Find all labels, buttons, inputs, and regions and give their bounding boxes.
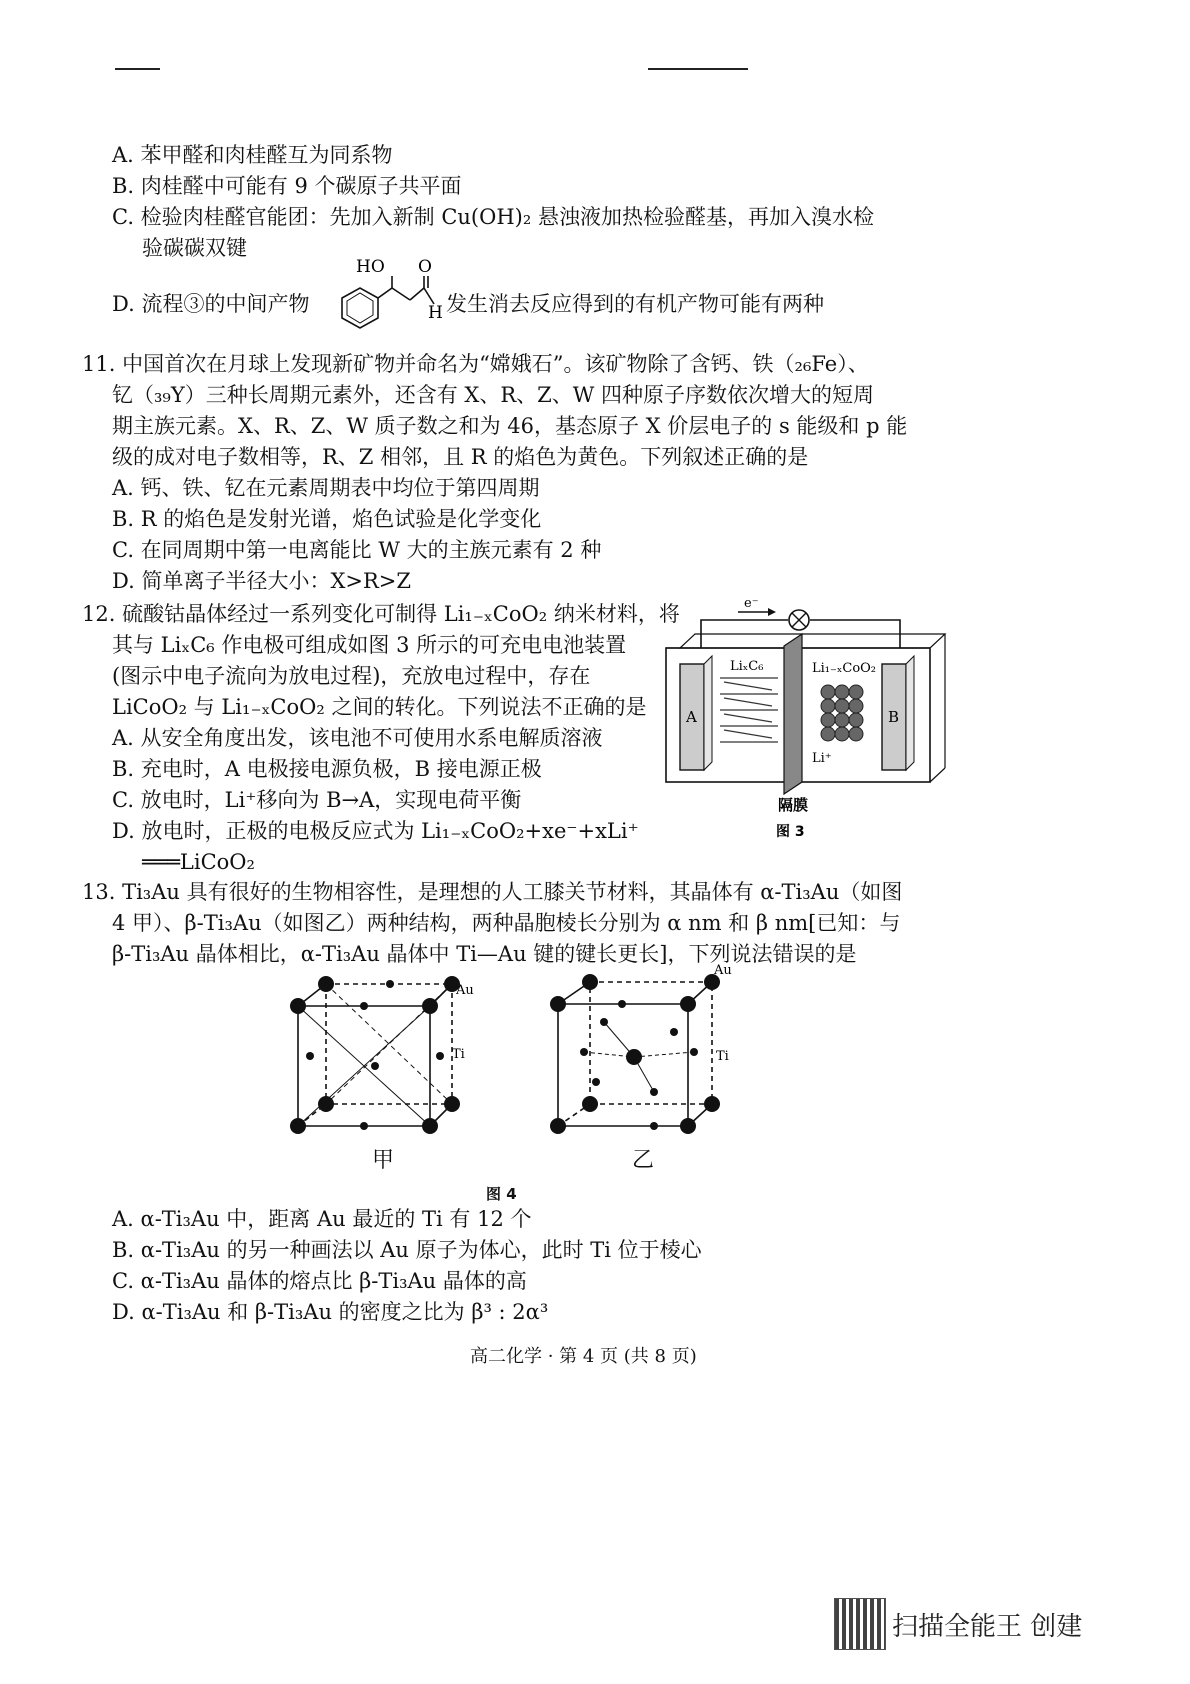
- q12-stem-line1: 12. 硫酸钴晶体经过一系列变化可制得 Li₁₋ₓCoO₂ 纳米材料，将: [82, 602, 680, 626]
- figure4-caption: 图 4: [486, 1185, 517, 1203]
- top-rule-right: [648, 68, 748, 70]
- graphite-layers: [720, 678, 778, 742]
- cell-container-back: [680, 634, 945, 648]
- membrane-label: 隔膜: [778, 796, 809, 814]
- intermediate-structure-diagram: [318, 258, 448, 344]
- electron-label: e⁻: [744, 596, 759, 611]
- q13-option-b: B. α-Ti₃Au 的另一种画法以 Au 原子为体心，此时 Ti 位于棱心: [112, 1238, 702, 1262]
- q11-option-b: B. R 的焰色是发射光谱，焰色试验是化学变化: [112, 507, 542, 531]
- q10-option-c-line1: C. 检验肉桂醛官能团：先加入新制 Cu(OH)₂ 悬浊液加热检验醛基，再加入溴水检: [112, 205, 874, 229]
- q10-option-b: B. 肉桂醛中可能有 9 个碳原子共平面: [112, 174, 462, 198]
- q11-option-d: D. 简单离子半径大小：X>R>Z: [112, 569, 411, 593]
- figure3-battery-diagram: [660, 596, 960, 844]
- qr-code-icon: [834, 1598, 886, 1650]
- bond-ring-c1: [378, 288, 392, 298]
- q13-option-c: C. α-Ti₃Au 晶体的熔点比 β-Ti₃Au 晶体的高: [112, 1269, 527, 1293]
- q12-stem-line4: LiCoO₂ 与 Li₁₋ₓCoO₂ 之间的转化。下列说法不正确的是: [112, 695, 647, 719]
- q10-option-a: A. 苯甲醛和肉桂醛互为同系物: [112, 143, 393, 167]
- bond-c2-c3: [410, 288, 424, 300]
- left-material-label: LiₓC₆: [730, 659, 764, 674]
- q12-stem-line3: (图示中电子流向为放电过程)，充放电过程中，存在: [112, 664, 591, 688]
- au-label-alpha: Au: [456, 983, 474, 998]
- q12-stem-line2: 其与 LiₓC₆ 作电极可组成如图 3 所示的可充电电池装置: [112, 633, 627, 657]
- au-label-beta: Au: [714, 963, 732, 978]
- figure3-caption: 图 3: [776, 824, 805, 840]
- struct-o-label: O: [418, 258, 432, 277]
- figure4-beta-name: 乙: [632, 1148, 655, 1173]
- q11-stem-line1: 11. 中国首次在月球上发现新矿物并命名为“嫦娥石”。该矿物除了含钙、铁（₂₆Fe）、: [82, 352, 869, 376]
- benzene-ring-inner: [347, 293, 373, 323]
- q11-option-a: A. 钙、铁、钇在元素周期表中均位于第四周期: [112, 476, 540, 500]
- scanner-watermark: 扫描全能王 创建: [892, 1612, 1083, 1642]
- q12-option-d-line2: ═══LiCoO₂: [142, 850, 255, 874]
- figure4-beta-crystal-cell: [544, 962, 744, 1148]
- bond-c3-h: [424, 288, 434, 304]
- q11-stem-line2: 钇（₃₉Y）三种长周期元素外，还含有 X、R、Z、W 四种原子序数依次增大的短周: [112, 383, 874, 407]
- q13-stem-line2: 4 甲）、β-Ti₃Au（如图乙）两种结构，两种晶胞棱长分别为 α nm 和 β nm[已知：与: [112, 911, 901, 935]
- q13-stem-line1: 13. Ti₃Au 具有很好的生物相容性，是理想的人工膝关节材料，其晶体有 α-Ti₃Au（如图: [82, 880, 903, 904]
- q12-option-d-line1: D. 放电时，正极的电极反应式为 Li₁₋ₓCoO₂+xe⁻+xLi⁺: [112, 819, 639, 843]
- struct-h-label: H: [428, 303, 443, 323]
- figure4-alpha-name: 甲: [372, 1148, 395, 1173]
- cobalt-oxide-spheres: [821, 685, 863, 741]
- bond-c1-c2: [392, 288, 410, 300]
- right-material-label: Li₁₋ₓCoO₂: [812, 661, 877, 676]
- q10-option-d-prefix: D. 流程③的中间产物: [112, 292, 310, 316]
- q11-stem-line4: 级的成对电子数相等，R、Z 相邻，且 R 的焰色为黄色。下列叙述正确的是: [112, 445, 809, 469]
- ti-label-beta: Ti: [716, 1049, 729, 1064]
- ti-label-alpha: Ti: [452, 1047, 465, 1062]
- separator-membrane: [784, 634, 802, 794]
- q13-option-d: D. α-Ti₃Au 和 β-Ti₃Au 的密度之比为 β³ : 2α³: [112, 1300, 549, 1324]
- q12-option-c: C. 放电时，Li⁺移向为 B→A，实现电荷平衡: [112, 788, 522, 812]
- electrode-a-label: A: [686, 708, 697, 726]
- q13-stem-line3: β-Ti₃Au 晶体相比，α-Ti₃Au 晶体中 Ti—Au 键的键长更长]，下列说法错误的是: [112, 942, 857, 966]
- top-rule-left: [115, 68, 160, 70]
- q11-option-c: C. 在同周期中第一电离能比 W 大的主族元素有 2 种: [112, 538, 602, 562]
- electrode-b-label: B: [888, 708, 900, 726]
- q12-option-b: B. 充电时，A 电极接电源负极，B 接电源正极: [112, 757, 542, 781]
- figure4-alpha-crystal-cell: [280, 970, 480, 1150]
- q10-option-c-line2: 验碳碳双键: [142, 236, 247, 260]
- page-footer: 高二化学 · 第 4 页 (共 8 页): [470, 1346, 697, 1367]
- q13-option-a: A. α-Ti₃Au 中，距离 Au 最近的 Ti 有 12 个: [112, 1207, 532, 1231]
- q12-option-a: A. 从安全角度出发，该电池不可使用水系电解质溶液: [112, 726, 603, 750]
- li-ion-label: Li⁺: [812, 751, 832, 766]
- q11-stem-line3: 期主族元素。X、R、Z、W 质子数之和为 46，基态原子 X 价层电子的 s 能级和 p 能: [112, 414, 908, 438]
- struct-ho-label: HO: [356, 258, 385, 277]
- q10-option-d-suffix: 发生消去反应得到的有机产物可能有两种: [446, 292, 824, 316]
